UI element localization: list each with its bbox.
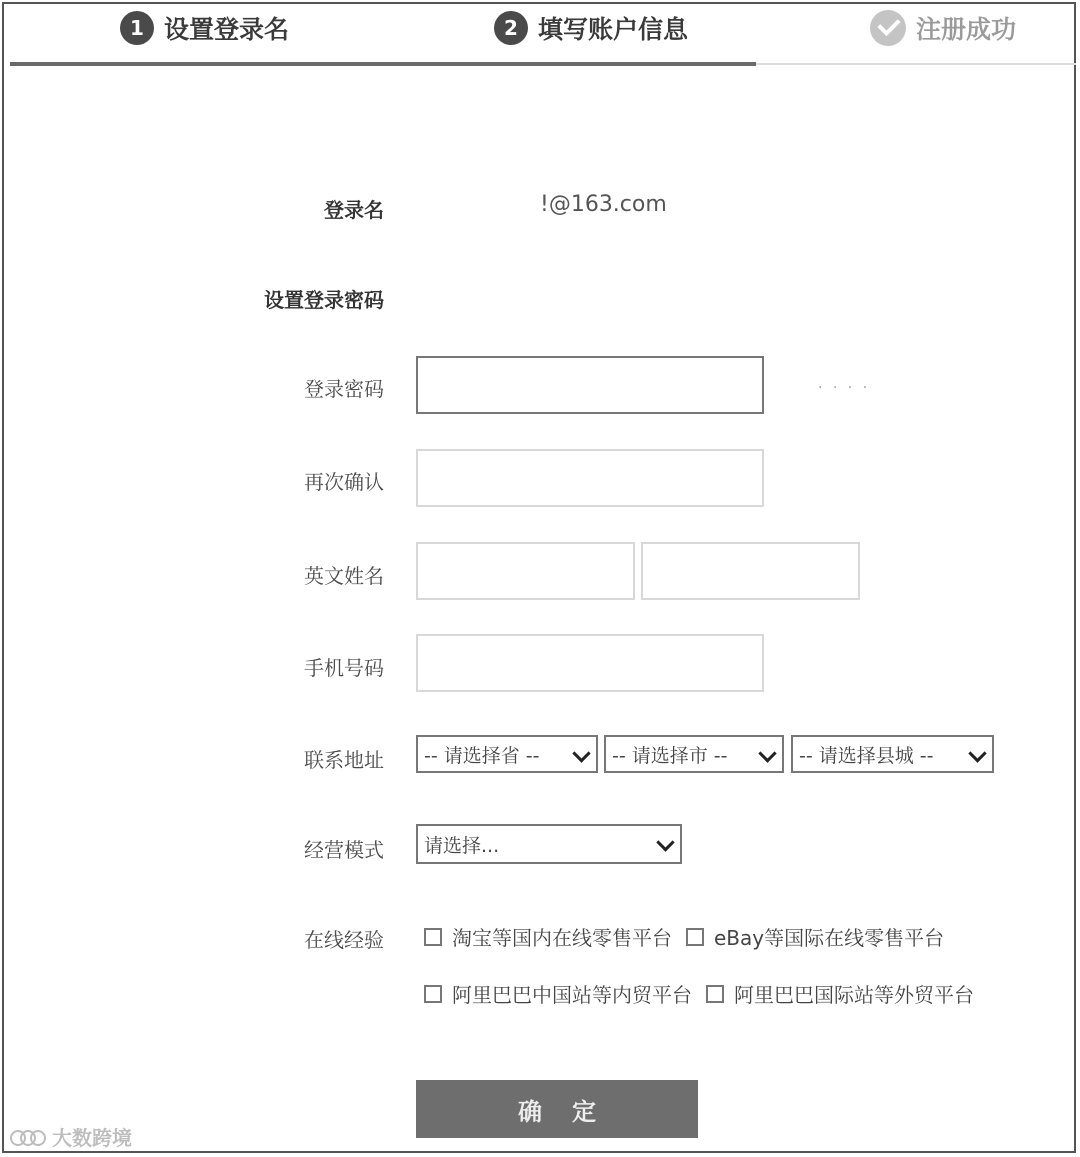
login-name-label: 登录名: [324, 198, 384, 222]
confirm-button[interactable]: 确定: [416, 1080, 698, 1138]
last-name-input[interactable]: [641, 542, 860, 600]
address-label: 联系地址: [304, 748, 384, 772]
watermark-logo-icon: [10, 1126, 46, 1148]
city-select-value: -- 请选择市 --: [612, 744, 728, 767]
step-number-1: 1: [120, 11, 154, 45]
first-name-input[interactable]: [416, 542, 635, 600]
checkbox-alibaba-china[interactable]: [424, 985, 442, 1003]
confirm-password-input[interactable]: [416, 449, 764, 507]
watermark: [10, 1122, 132, 1151]
option-alibaba-international: 阿里巴巴国际站等外贸平台: [734, 983, 974, 1007]
county-select[interactable]: [791, 735, 994, 773]
step-number-2: 2: [494, 11, 528, 45]
online-experience-label: 在线经验: [304, 928, 384, 952]
step-label-3: 注册成功: [916, 15, 1017, 44]
step-label-2: 填写账户信息: [538, 15, 689, 44]
step-label-1: 设置登录名: [164, 15, 290, 44]
phone-input[interactable]: [416, 634, 764, 692]
set-password-heading: 设置登录密码: [264, 288, 384, 312]
option-international-retail: eBay等国际在线零售平台: [714, 926, 945, 950]
option-domestic-retail: 淘宝等国内在线零售平台: [452, 926, 672, 950]
step-register-success: [870, 6, 1016, 50]
password-input[interactable]: [416, 356, 764, 414]
county-select-value: -- 请选择县城 --: [799, 744, 934, 767]
password-label: 登录密码: [304, 377, 384, 401]
check-circle-icon: [870, 10, 906, 46]
english-name-label: 英文姓名: [304, 564, 384, 588]
online-experience-row-1: [424, 922, 944, 951]
checkbox-domestic-retail[interactable]: [424, 928, 442, 946]
phone-label: 手机号码: [304, 656, 384, 680]
step-set-login-name: [120, 6, 289, 50]
password-hint: · · · ·: [818, 380, 871, 396]
city-select[interactable]: [604, 735, 784, 773]
progress-fill: [10, 62, 756, 66]
login-name-value: !@163.com: [540, 192, 667, 217]
business-mode-select[interactable]: [416, 824, 682, 864]
step-fill-account-info: [494, 6, 688, 50]
checkbox-international-retail[interactable]: [686, 928, 704, 946]
watermark-text: 大数跨境: [52, 1126, 132, 1150]
chevron-down-icon: [656, 833, 674, 851]
chevron-down-icon: [968, 744, 986, 762]
chevron-down-icon: [758, 744, 776, 762]
chevron-down-icon: [572, 744, 590, 762]
checkbox-alibaba-international[interactable]: [706, 985, 724, 1003]
confirm-password-label: 再次确认: [304, 470, 384, 494]
option-alibaba-china: 阿里巴巴中国站等内贸平台: [452, 983, 692, 1007]
business-mode-select-value: 请选择...: [424, 834, 500, 857]
online-experience-row-2: [424, 979, 974, 1008]
business-mode-label: 经营模式: [304, 838, 384, 862]
province-select[interactable]: [416, 735, 598, 773]
province-select-value: -- 请选择省 --: [424, 744, 540, 767]
